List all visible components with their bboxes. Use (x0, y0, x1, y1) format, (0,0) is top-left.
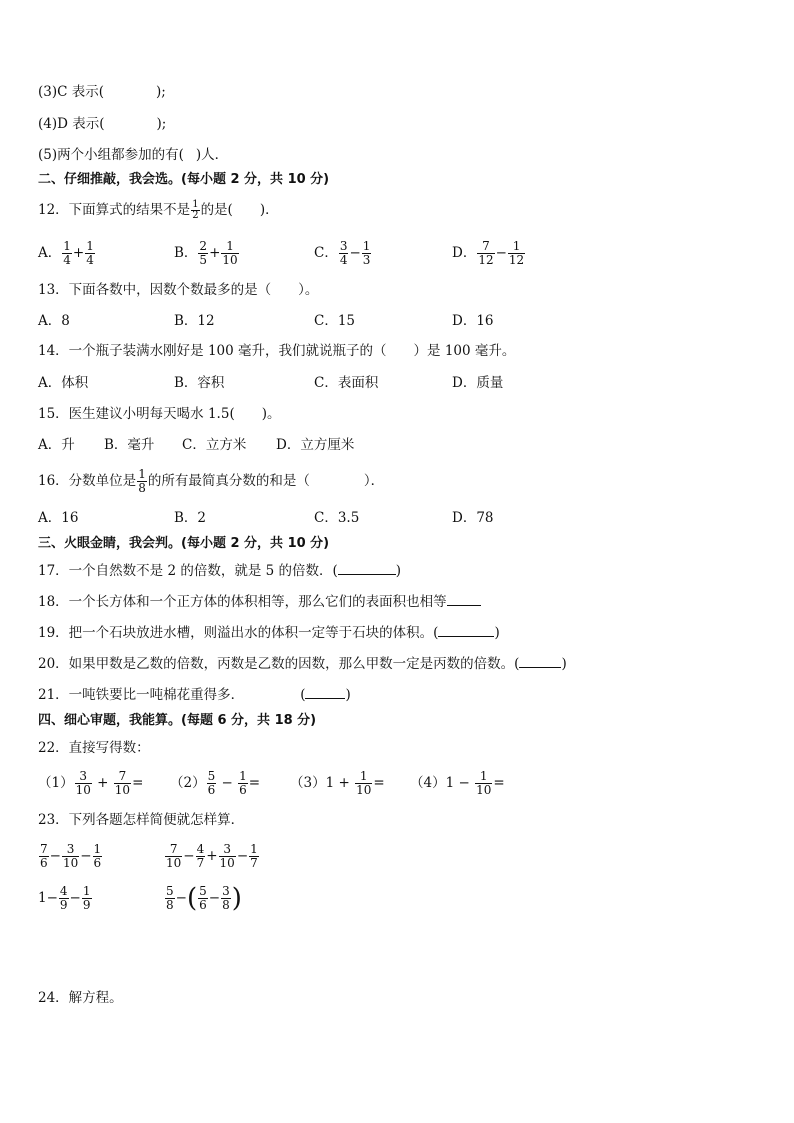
option-a[interactable]: A． $\frac{1}{4}$ + $\frac{1}{4}$ (38, 239, 94, 267)
question-12-options (38, 239, 598, 267)
calc-item-4: （4）1 − $\frac{1}{10}$ = (410, 769, 505, 797)
question-3-line: (3)C 表示( ); (38, 84, 166, 100)
option-a[interactable]: A．体积 (38, 375, 89, 391)
question-20: 20．如果甲数是乙数的倍数，丙数是乙数的因数，那么甲数一定是丙数的倍数。( ) (38, 656, 567, 672)
calc-item-2: （2） $\frac{5}{6}$ − $\frac{1}{6}$ = (170, 769, 261, 797)
option-c[interactable]: C．立方米 (182, 437, 247, 453)
fraction: $\frac{1}{2}$ (192, 199, 199, 221)
question-19: 19．把一个石块放进水槽，则溢出水的体积一定等于石块的体积。( ) (38, 625, 500, 641)
question-15-options (38, 435, 598, 457)
option-c[interactable]: C．3.5 (314, 510, 360, 526)
question-16-options (38, 508, 598, 530)
option-a[interactable]: A．升 (38, 437, 75, 453)
calc-item-1: （1） $\frac{3}{10}$ + $\frac{7}{10}$ = (38, 769, 144, 797)
option-d[interactable]: D．16 (452, 313, 494, 329)
question-15: 15．医生建议小明每天喝水 1.5( )。 (38, 406, 281, 422)
option-b[interactable]: B．12 (174, 313, 215, 329)
option-a[interactable]: A．16 (38, 510, 79, 526)
option-d[interactable]: D．质量 (452, 375, 504, 391)
expression-4: $\frac{5}{8}$ −( $\frac{5}{6}$ − $\frac{3}{8}$ ) (166, 883, 242, 914)
question-22-items (38, 764, 558, 802)
section-4-title: 四、细心审题，我能算。(每题 6 分，共 18 分) (38, 713, 317, 728)
question-17: 17．一个自然数不是 2 的倍数，就是 5 的倍数．( ) (38, 563, 402, 579)
question-23-row-1 (38, 838, 338, 874)
answer-blank[interactable] (438, 624, 494, 637)
option-c[interactable]: C．15 (314, 313, 356, 329)
option-b[interactable]: B． $\frac{2}{5}$ + $\frac{1}{10}$ (174, 239, 238, 267)
question-14: 14．一个瓶子装满水刚好是 100 毫升，我们就说瓶子的（ ）是 100 毫升。 (38, 343, 516, 359)
expression-1: $\frac{7}{6}$ − $\frac{3}{10}$ − $\frac{1}{6}$ (40, 842, 102, 870)
option-a[interactable]: A．8 (38, 313, 70, 329)
option-d[interactable]: D．78 (452, 510, 494, 526)
question-23-row-2 (38, 878, 338, 918)
question-5-line: (5)两个小组都参加的有( )人． (38, 147, 229, 163)
section-3-title: 三、火眼金睛，我会判。(每小题 2 分，共 10 分) (38, 536, 330, 551)
answer-blank[interactable] (338, 562, 396, 575)
option-c[interactable]: C．表面积 (314, 375, 379, 391)
option-b[interactable]: B．2 (174, 510, 207, 526)
question-23: 23．下列各题怎样简便就怎样算． (38, 812, 245, 828)
option-d[interactable]: D．立方厘米 (276, 437, 355, 453)
question-13: 13．下面各数中，因数个数最多的是（ ）。 (38, 282, 319, 298)
answer-blank[interactable] (519, 655, 561, 668)
question-18: 18．一个长方体和一个正方体的体积相等，那么它们的表面积也相等 (38, 593, 481, 611)
expression-2: $\frac{7}{10}$ − $\frac{4}{7}$ + $\frac{3}{10}$ − $\frac{1}{7}$ (166, 842, 258, 870)
option-b[interactable]: B．毫升 (104, 437, 155, 453)
option-b[interactable]: B．容积 (174, 375, 225, 391)
answer-blank[interactable] (447, 593, 481, 606)
question-21: 21．一吨铁要比一吨棉花重得多． ( ) (38, 687, 351, 703)
fraction: $\frac{1}{8}$ (138, 467, 146, 495)
expression-3: 1− $\frac{4}{9}$ − $\frac{1}{9}$ (38, 884, 91, 912)
answer-blank[interactable] (305, 686, 345, 699)
question-13-options (38, 311, 598, 333)
question-14-options (38, 373, 598, 395)
question-22: 22．直接写得数： (38, 740, 150, 756)
question-4-line: (4)D 表示( ); (38, 116, 167, 132)
question-12: 12．下面算式的结果不是 $\frac{1}{2}$ 的是( )． (38, 199, 279, 221)
calc-item-3: （3）1 + $\frac{1}{10}$ = (290, 769, 385, 797)
question-16: 16．分数单位是 $\frac{1}{8}$ 的所有最简真分数的和是（ ）． (38, 467, 385, 495)
question-24: 24．解方程。 (38, 990, 123, 1006)
option-c[interactable]: C． $\frac{3}{4}$ − $\frac{1}{3}$ (314, 239, 371, 267)
section-2-title: 二、仔细推敲，我会选。(每小题 2 分，共 10 分) (38, 172, 330, 187)
option-d[interactable]: D． $\frac{7}{12}$ − $\frac{1}{12}$ (452, 239, 525, 267)
